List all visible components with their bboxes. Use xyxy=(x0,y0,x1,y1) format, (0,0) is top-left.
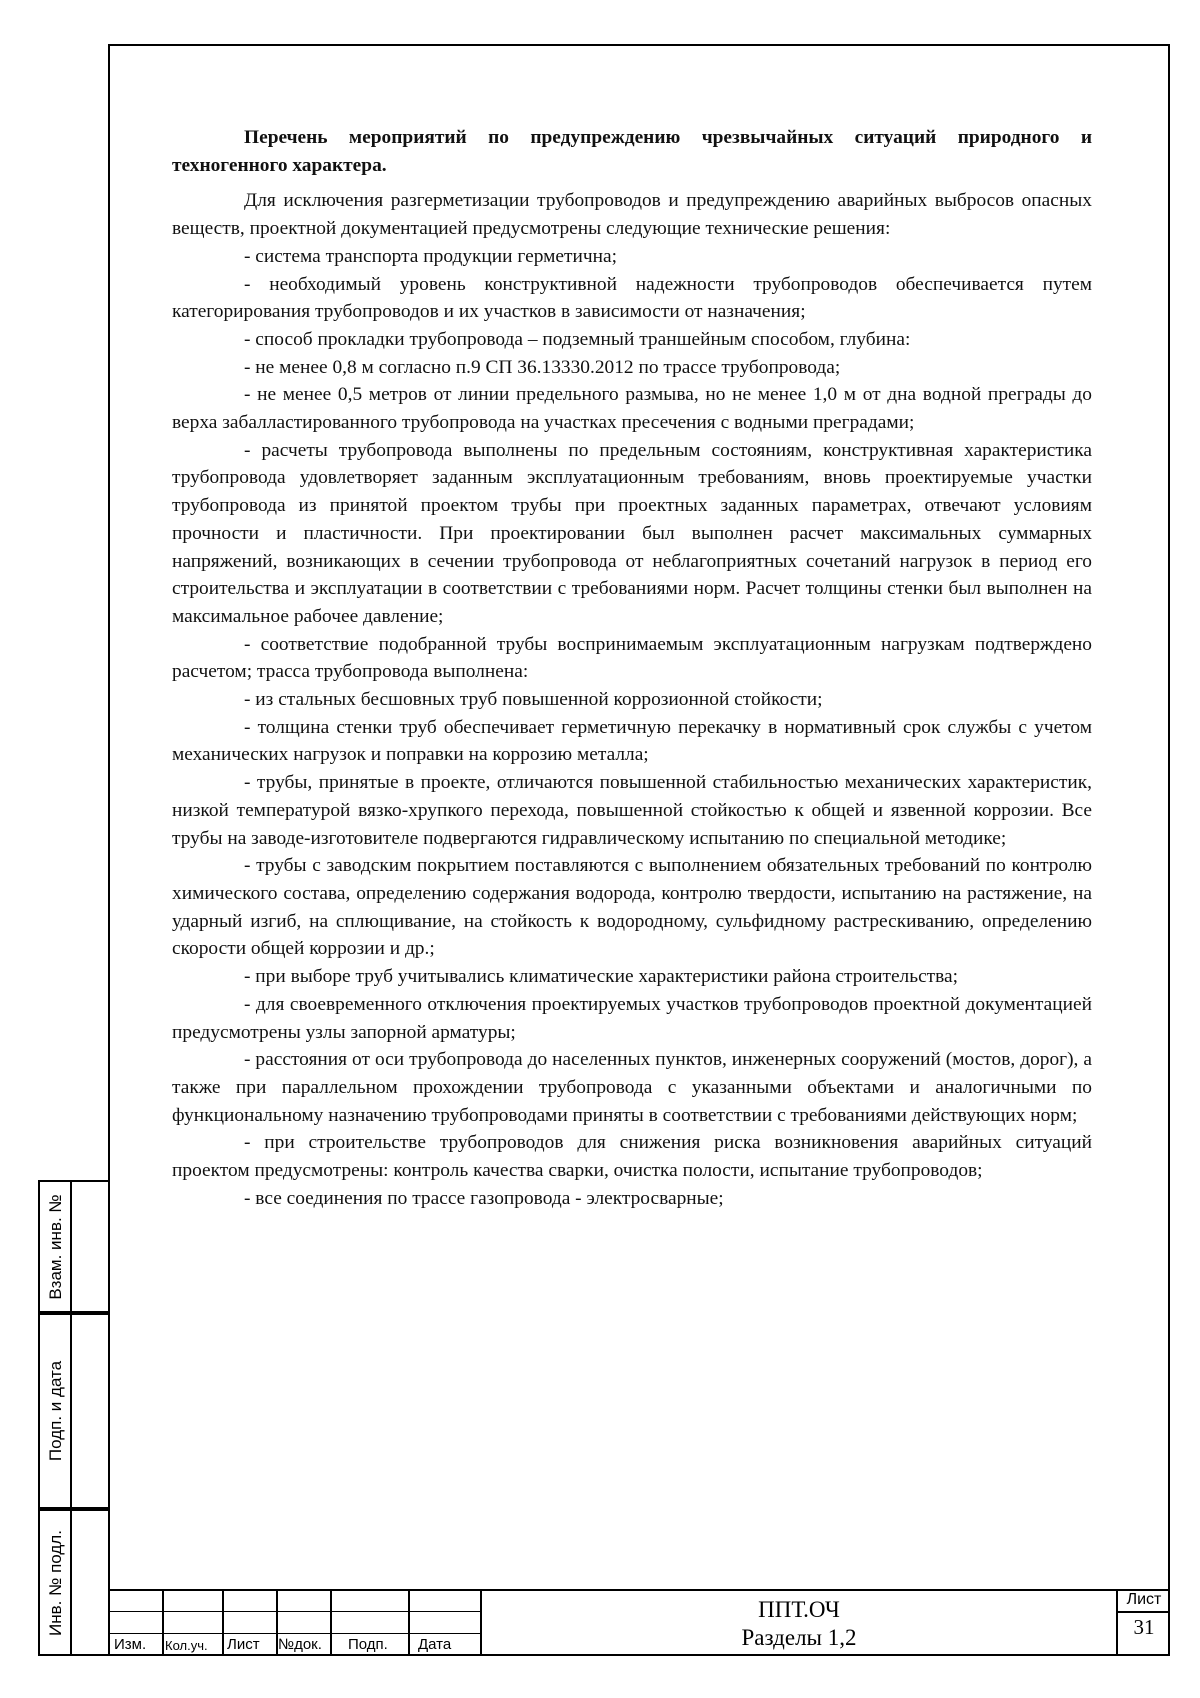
title-block xyxy=(108,1589,1170,1656)
col-header-list: Лист xyxy=(227,1636,260,1653)
list-item: - расчеты трубопровода выполнены по предельным состояниям, конструктивная характеристика трубопровода удовлетворяет заданным эксплуатационным требованиям, вновь проектируемые участки трубопровода из принятой проектом трубы при проектных заданных параметрах, отвечают условиям прочности и пластичности. При проектировании был выполнен расчет максимальных суммарных напряжений, возникающих в сечении трубопровода от неблагоприятных сочетаний нагрузок в период его строительства и эксплуатации в соответствии с требованиями норм. Расчет толщины стенки был выполнен на максимальное рабочее давление; xyxy=(172,439,1092,627)
list-item: - трубы, принятые в проекте, отличаются повышенной стабильностью механических характеристик, низкой температурой вязко-хрупкого перехода, повышенной стойкостью к общей и язвенной коррозии. Все трубы на заводе-изготовителе подвергаются гидравлическому испытанию по специальной методике; xyxy=(172,772,1092,849)
side-label-inv-podl: Инв. № подл. xyxy=(46,1529,65,1636)
list-item: - все соединения по трассе газопровода - электросварные; xyxy=(244,1187,724,1209)
col-header-izm: Изм. xyxy=(114,1636,147,1653)
list-item: - не менее 0,5 метров от линии предельного размыва, но не менее 1,0 м от дна водной преграды до верха забалластированного трубопровода на участках пресечения с водными преградами; xyxy=(172,384,1092,434)
list-item: - способ прокладки трубопровода – подземный траншейным способом, глубина: xyxy=(244,328,911,350)
sheet-box xyxy=(1116,1589,1170,1656)
document-heading: Перечень мероприятий по предупреждению чрезвычайных ситуаций природного и техногенного характера. xyxy=(172,127,1092,176)
side-label-vzam-inv: Взам. инв. № xyxy=(46,1193,65,1300)
document-body xyxy=(172,124,1092,1212)
list-item: - трубы с заводским покрытием поставляются с выполнением обязательных требований по контролю химического состава, определению содержания водорода, контролю твердости, испытанию на растяжение, на ударный изгиб, на сплющивание, на стойкость к водородному, сульфидному растрескиванию, определению скорости общей коррозии и др.; xyxy=(172,855,1092,960)
list-item: - для своевременного отключения проектируемых участков трубопроводов проектной документацией предусмотрены узлы запорной арматуры; xyxy=(172,993,1092,1043)
revision-table xyxy=(108,1589,482,1656)
list-item: - толщина стенки труб обеспечивает герметичную перекачку в нормативный срок службы с учетом механических нагрузок и поправки на коррозию металла; xyxy=(172,716,1092,766)
list-item: - при выборе труб учитывались климатические характеристики района строительства; xyxy=(244,966,959,988)
document-subtitle: Разделы 1,2 xyxy=(741,1625,857,1650)
list-item: - из стальных бесшовных труб повышенной коррозионной стойкости; xyxy=(244,689,823,711)
col-header-data: Дата xyxy=(418,1636,452,1653)
paragraph: Для исключения разгерметизации трубопроводов и предупреждению аварийных выбросов опасных веществ, проектной документацией предусмотрены следующие технические решения: xyxy=(172,190,1092,240)
sheet-label: Лист xyxy=(1118,1589,1170,1613)
col-header-podp: Подп. xyxy=(348,1636,388,1653)
side-stamp-inv xyxy=(38,1509,108,1656)
list-item: - не менее 0,8 м согласно п.9 СП 36.13330.2012 по трассе трубопровода; xyxy=(244,356,841,378)
side-label-podp-data: Подп. и дата xyxy=(46,1360,65,1462)
col-header-ndok: №док. xyxy=(278,1636,322,1653)
side-stamp-vzam xyxy=(38,1180,108,1313)
col-header-kol: Кол.уч. xyxy=(165,1638,208,1653)
sheet-number: 31 xyxy=(1133,1615,1155,1639)
list-item: - необходимый уровень конструктивной надежности трубопроводов обеспечивается путем категорирования трубопроводов и их участков в зависимости от назначения; xyxy=(172,273,1092,323)
document-code: ППТ.ОЧ xyxy=(758,1597,840,1622)
list-item: - при строительстве трубопроводов для снижения риска возникновения аварийных ситуаций проектом предусмотрены: контроль качества сварки, очистка полости, испытание трубопроводов; xyxy=(172,1132,1092,1182)
side-stamp-podp xyxy=(38,1313,108,1509)
list-item: - соответствие подобранной трубы воспринимаемым эксплуатационным нагрузкам подтверждено расчетом; трасса трубопровода выполнена: xyxy=(172,633,1092,683)
list-item: - система транспорта продукции герметична; xyxy=(244,245,617,267)
list-item: - расстояния от оси трубопровода до населенных пунктов, инженерных сооружений (мостов, дорог), а также при параллельном прохождении трубопровода с указанными объектами и аналогичными по функциональному назначению трубопроводами приняты в соответствии с требованиями действующих норм; xyxy=(172,1049,1092,1126)
